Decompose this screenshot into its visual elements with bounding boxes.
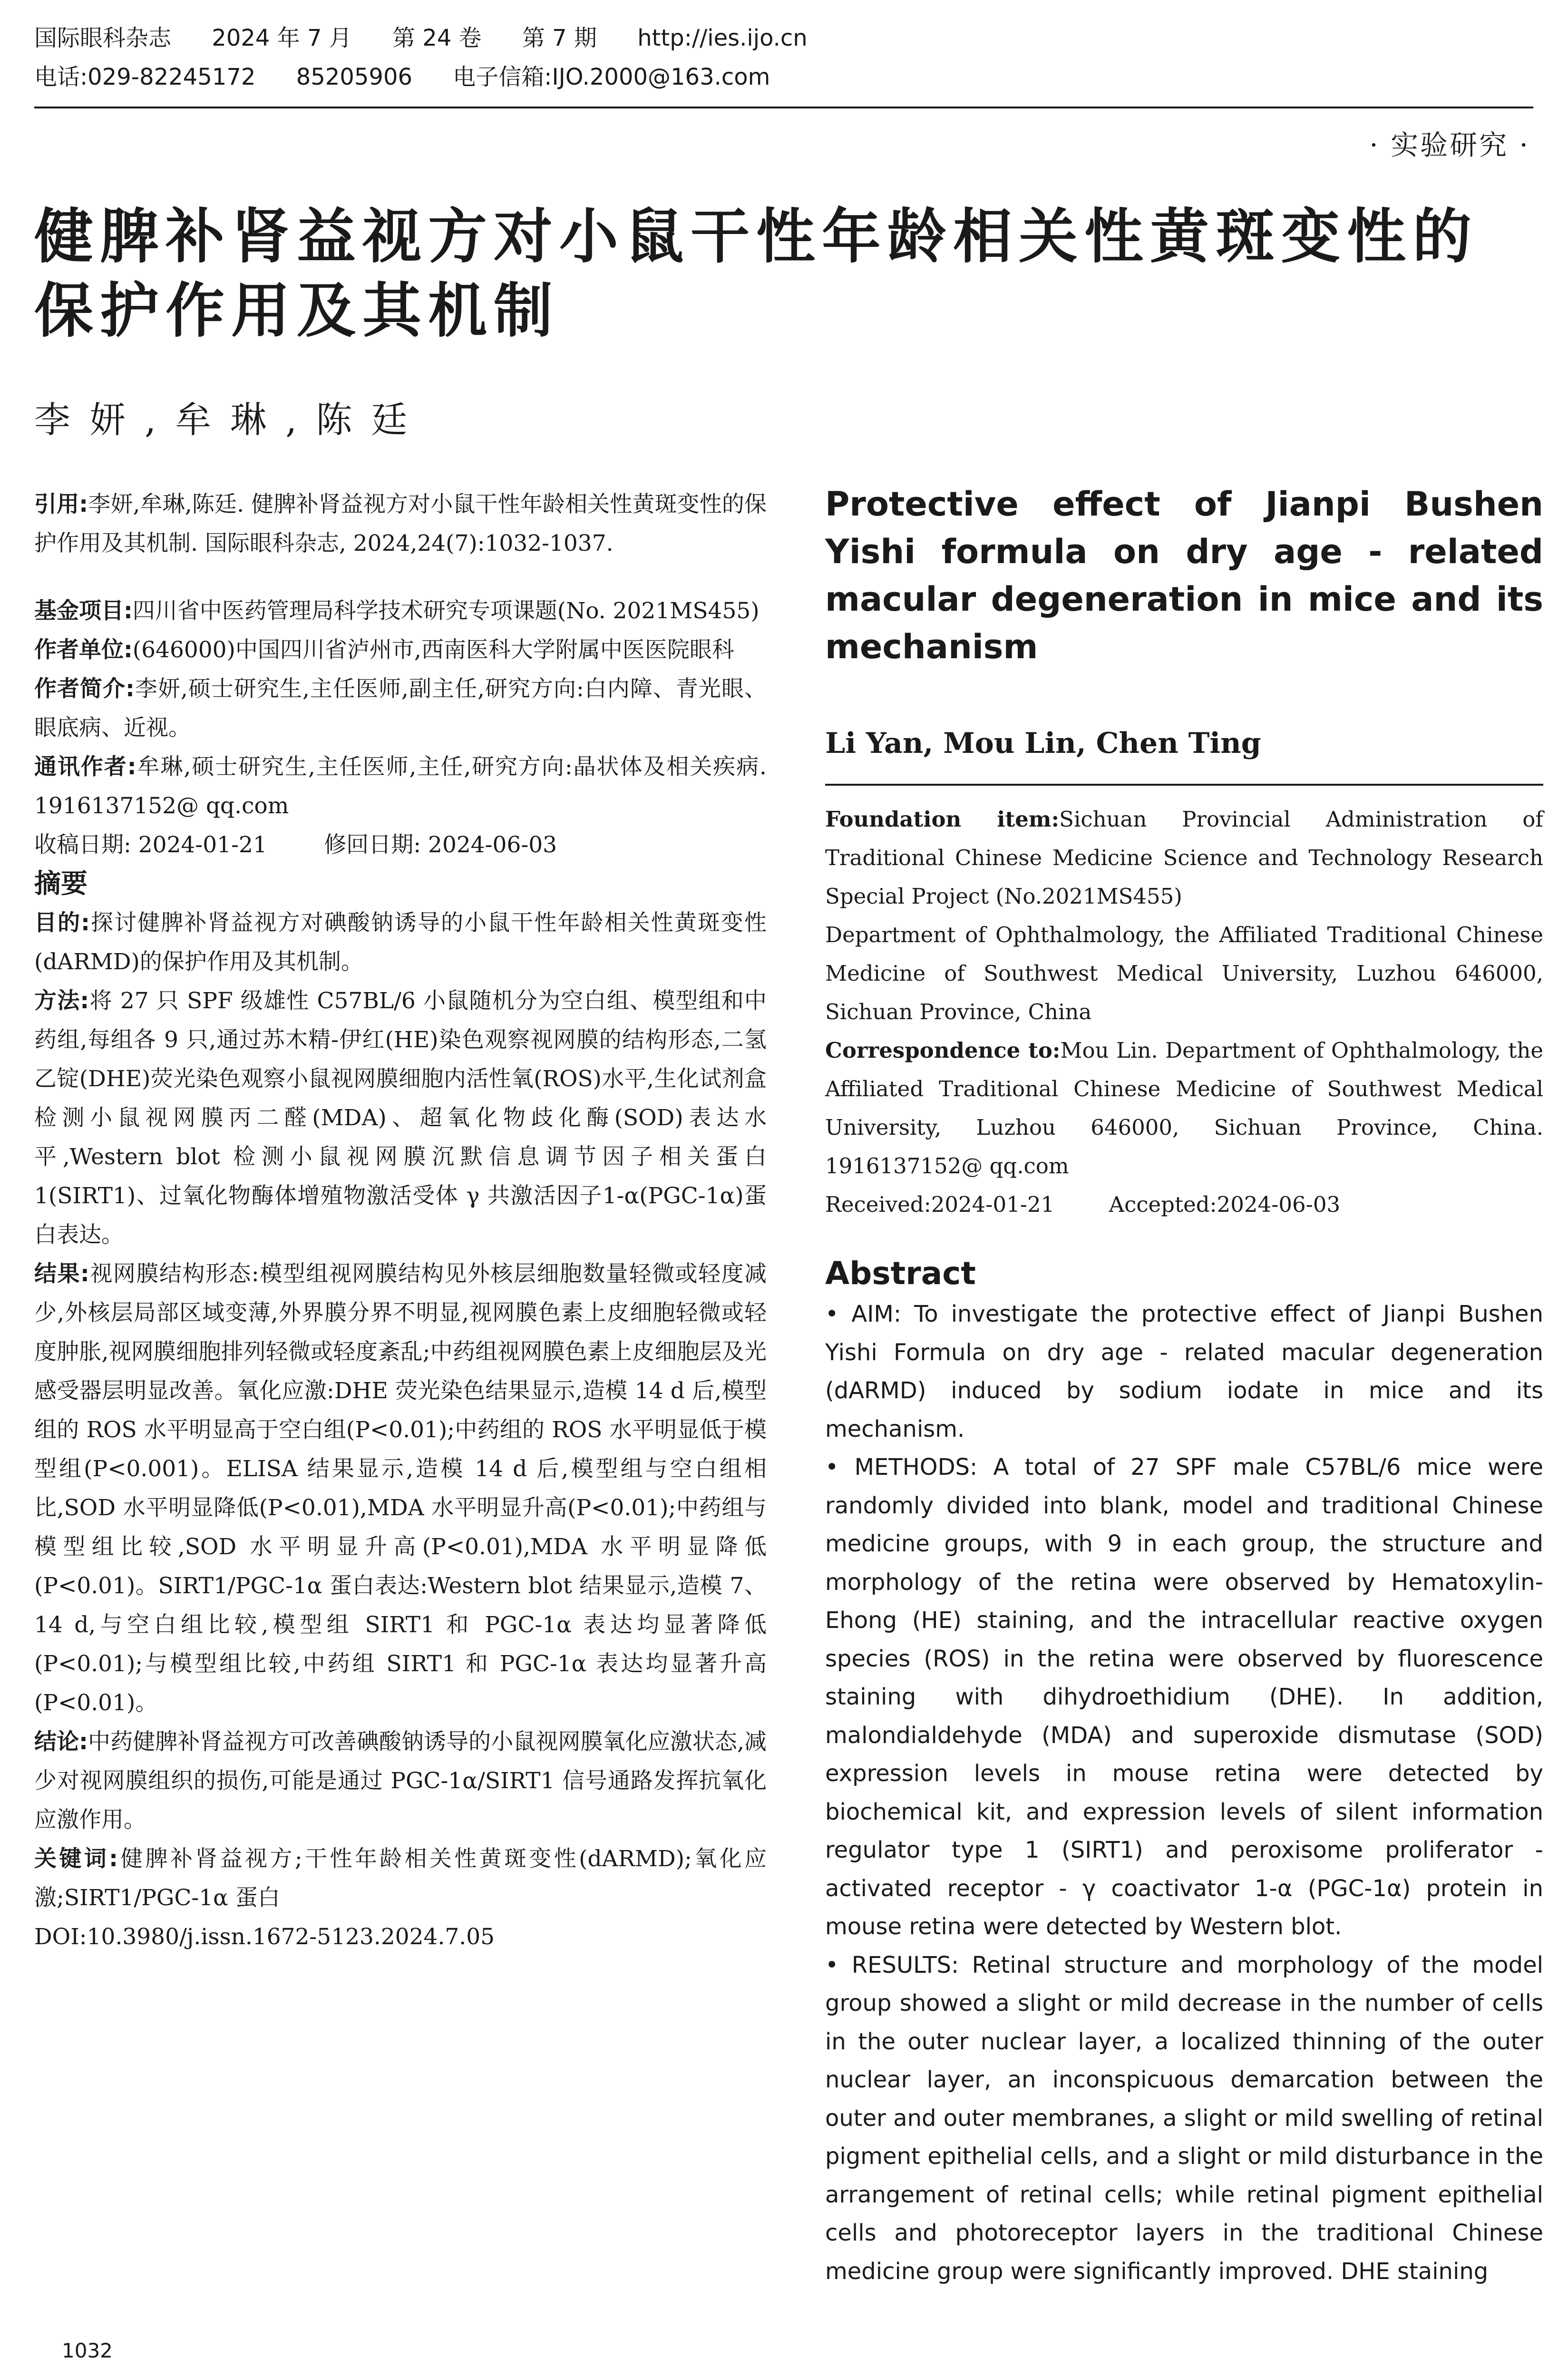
results-label: 结果: (34, 1261, 89, 1287)
citation-label: 引用: (34, 491, 88, 517)
aim-cn (34, 904, 767, 982)
conclusion-text: 中药健脾补肾益视方可改善碘酸钠诱导的小鼠视网膜氧化应激状态,减少对视网膜组织的损伤,可能是通过 PGC-1α/SIRT1 信号通路发挥抗氧化应激作用。 (34, 1729, 767, 1833)
phone-2: 85205906 (296, 64, 413, 90)
abstract-body-en (825, 1295, 1543, 2290)
section-tag: · 实验研究 · (1369, 129, 1530, 161)
keywords-cn (34, 1840, 767, 1918)
page-number: 1032 (62, 2339, 113, 2362)
methods-text: 将 27 只 SPF 级雄性 C57BL/6 小鼠随机分为空白组、模型组和中药组,每组各 9 只,通过苏木精-伊红(HE)染色观察视网膜的结构形态,二氢乙锭(DHE)荧光染色观察小鼠视网膜细胞内活性氧(ROS)水平,生化试剂盒检测小鼠视网膜丙二醛(MDA)、超氧化物歧化酶(SOD)表达水平,Western blot 检测小鼠视网膜沉默信息调节因子相关蛋白 1(SIRT1)、过氧化物酶体增殖物激活受体 γ 共激活因子1-α(PGC-1α)蛋白表达。 (34, 988, 767, 1248)
citation-text: 李妍,牟琳,陈廷. 健脾补肾益视方对小鼠干性年龄相关性黄斑变性的保护作用及其机制. 国际眼科杂志, 2024,24(7):1032-1037. (34, 491, 767, 556)
aim-en: • AIM: To investigate the protective effect of Jianpi Bushen Yishi Formula on dry age - related macular degeneration (dARMD) induced by sodium iodate in mice and its mechanism. (825, 1301, 1543, 1442)
aim-label: 目的: (34, 910, 90, 936)
results-text: 视网膜结构形态:模型组视网膜结构见外核层细胞数量轻微或轻度减少,外核层局部区域变薄,外界膜分界不明显,视网膜色素上皮细胞轻微或轻度肿胀,视网膜细胞排列轻微或轻度紊乱;中药组视网膜色素上皮细胞层及光感受器层明显改善。氧化应激:DHE 荧光染色结果显示,造模 14 d 后,模型组的 ROS 水平明显高于空白组(P<0.01);中药组的 ROS 水平明显低于模型组(P<0.001)。ELISA 结果显示,造模 14 d 后,模型组与空白组相比,SOD 水平明显降低(P<0.01),MDA 水平明显升高(P<0.01);中药组与模型组比较,SOD 水平明显升高(P<0.01),MDA 水平明显降低(P<0.01)。SIRT1/PGC-1α 蛋白表达:Western blot 结果显示,造模 7、14 d,与空白组比较,模型组 SIRT1 和 PGC-1α 表达均显著降低(P<0.01);与模型组比较,中药组 SIRT1 和 PGC-1α 表达均显著升高(P<0.01)。 (34, 1261, 767, 1716)
journal-header-line1 (34, 24, 841, 52)
foundation-item (825, 800, 1543, 916)
issue-date: 2024 年 7 月 (212, 25, 352, 51)
header-rule (34, 107, 1533, 108)
fund-label: 基金项目: (34, 598, 133, 624)
issue: 第 7 期 (522, 25, 597, 51)
abstract-heading-cn: 摘要 (34, 868, 88, 899)
keywords-label: 关键词: (34, 1846, 118, 1872)
journal-url[interactable]: http://ies.ijo.cn (637, 25, 808, 51)
received-accepted-dates: Received:2024-01-21 Accepted:2024-06-03 (825, 1192, 1341, 1217)
author-bio (34, 670, 767, 748)
unit (34, 631, 767, 670)
doi[interactable]: DOI:10.3980/j.issn.1672-5123.2024.7.05 (34, 1924, 495, 1950)
conclusion-label: 结论: (34, 1729, 88, 1755)
phone: 电话:029-82245172 (34, 64, 256, 90)
results-cn (34, 1255, 767, 1723)
article-title-cn: 健脾补肾益视方对小鼠干性年龄相关性黄斑变性的保护作用及其机制 (34, 203, 1479, 345)
bio-label: 作者简介: (34, 676, 135, 702)
authors-cn: 李妍,牟琳,陈廷 (34, 399, 427, 441)
journal-header-line2 (34, 63, 803, 91)
correspondence (825, 1031, 1543, 1185)
journal-name: 国际眼科杂志 (34, 25, 172, 51)
keywords-text: 健脾补肾益视方;干性年龄相关性黄斑变性(dARMD);氧化应激;SIRT1/PGC-1α 蛋白 (34, 1846, 767, 1911)
received-revised-dates: 收稿日期: 2024-01-21 修回日期: 2024-06-03 (34, 832, 557, 858)
volume: 第 24 卷 (392, 25, 482, 51)
methods-en: • METHODS: A total of 27 SPF male C57BL/6 mice were randomly divided into blank, model and traditional Chinese medicine groups, with 9 in each group, the structure and morphology of the retina were observed by Hematoxylin-Ehong (HE) staining, and the intracellular reactive oxygen species (ROS) in the retina were observed by fluorescence staining with dihydroethidium (DHE). In addition, malondialdehyde (MDA) and superoxide dismutase (SOD) expression levels in mouse retina were detected by biochemical kit, and expression levels of silent information regulator type 1 (SIRT1) and peroxisome proliferator - activated receptor - γ coactivator 1-α (PGC-1α) protein in mouse retina were detected by Western blot. (825, 1454, 1543, 1940)
en-meta (825, 800, 1543, 1224)
bio-text: 李妍,硕士研究生,主任医师,副主任,研究方向:白内障、青光眼、眼底病、近视。 (34, 676, 767, 741)
title-rule (825, 784, 1543, 786)
conclusion-cn (34, 1723, 767, 1840)
authors-en: Li Yan, Mou Lin, Chen Ting (825, 727, 1261, 760)
left-column (34, 485, 767, 1957)
fund (34, 592, 767, 631)
unit-text: (646000)中国四川省泸州市,西南医科大学附属中医医院眼科 (132, 637, 734, 663)
methods-cn (34, 982, 767, 1255)
aim-text: 探讨健脾补肾益视方对碘酸钠诱导的小鼠干性年龄相关性黄斑变性(dARMD)的保护作用及其机制。 (34, 910, 767, 975)
corr-label: 通讯作者: (34, 754, 136, 780)
email[interactable]: 电子信箱:IJO.2000@163.com (453, 64, 770, 90)
article-title-en: Protective effect of Jianpi Bushen Yishi formula on dry age - related macular degeneration in mice and its mechanism (825, 485, 1543, 666)
correspondence-text: Mou Lin. Department of Ophthalmology, the Affiliated Traditional Chinese Medicine of Southwest Medical University, Luzhou 646000, Sichuan Province, China. 1916137152@ qq.com (825, 1038, 1543, 1179)
abstract-heading-en: Abstract (825, 1255, 976, 1292)
corr-text: 牟琳,硕士研究生,主任医师,主任,研究方向:晶状体及相关疾病. 1916137152@ qq.com (34, 754, 767, 819)
results-en: • RESULTS: Retinal structure and morphology of the model group showed a slight or mild decrease in the number of cells in the outer nuclear layer, a localized thinning of the outer nuclear layer, an inconspicuous demarcation between the outer and outer membranes, a slight or mild swelling of retinal pigment epithelial cells, and a slight or mild disturbance in the arrangement of retinal cells; while retinal pigment epithelial cells and photoreceptor layers in the traditional Chinese medicine group were significantly improved. DHE staining (825, 1951, 1543, 2285)
correspondence-label: Correspondence to: (825, 1038, 1061, 1063)
foundation-label: Foundation item: (825, 807, 1060, 832)
methods-label: 方法: (34, 988, 89, 1014)
citation (34, 485, 767, 563)
right-column (825, 480, 1543, 2290)
unit-label: 作者单位: (34, 637, 133, 663)
corresponding-author (34, 748, 767, 826)
affiliation-en: Department of Ophthalmology, the Affiliated Traditional Chinese Medicine of Southwest Medical University, Luzhou 646000, Sichuan Province, China (825, 922, 1543, 1024)
fund-text: 四川省中医药管理局科学技术研究专项课题(No. 2021MS455) (132, 598, 760, 624)
foundation-text: Sichuan Provincial Administration of Traditional Chinese Medicine Science and Technology Research Special Project (No.2021MS455) (825, 807, 1543, 909)
